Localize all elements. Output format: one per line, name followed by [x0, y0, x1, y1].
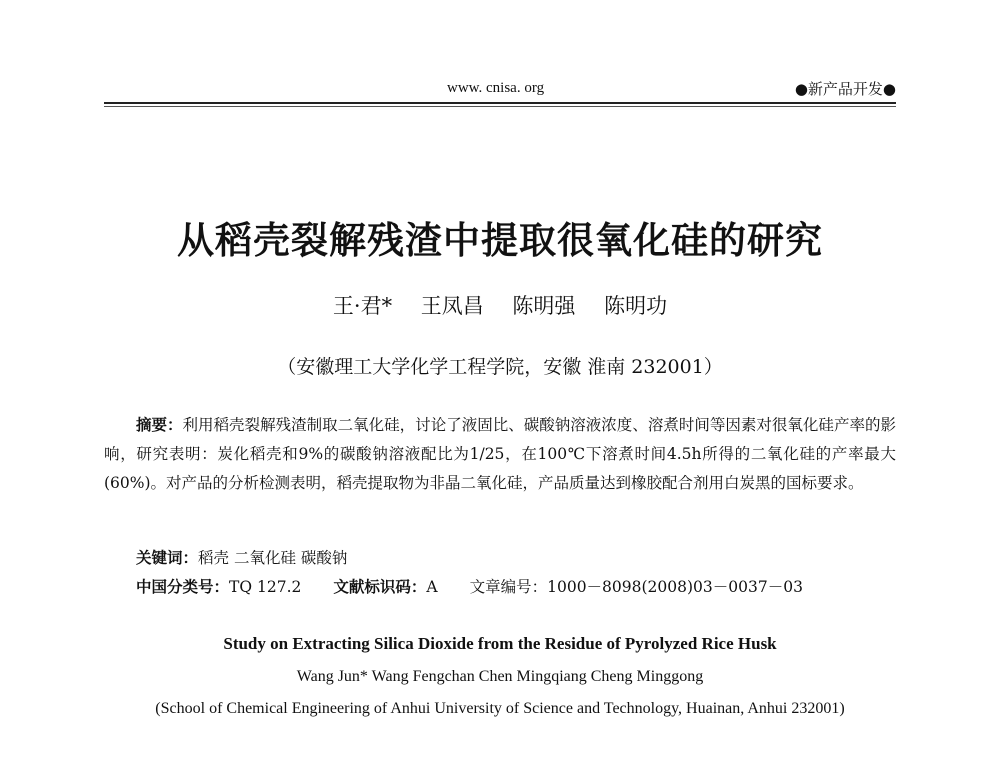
english-title: Study on Extracting Silica Dioxide from the Residue of Pyrolyzed Rice Husk — [223, 634, 777, 653]
keywords — [136, 546, 347, 568]
column-label: ●新产品开发● — [794, 80, 896, 98]
english-affiliation: (School of Chemical Engineering of Anhui University of Science and Technology, Huainan, Anhui 232001) — [155, 700, 845, 717]
header-rule-thin — [104, 106, 896, 107]
abstract-label: 摘要： — [136, 415, 183, 434]
keywords-text: 稻壳 二氧化硅 碳酸钠 — [198, 549, 348, 567]
article-number-label: 文章编号： — [469, 578, 548, 596]
doc-code-value: A — [426, 578, 438, 596]
abstract — [104, 410, 896, 498]
author-list: 王·君* 王凤昌 陈明强 陈明功 — [332, 294, 668, 318]
classification-line — [136, 575, 803, 597]
paper-title: 从稻壳裂解残渣中提取很氧化硅的研究 — [177, 218, 823, 262]
header-rule — [104, 102, 896, 104]
class-number-value: TQ 127.2 — [229, 578, 302, 596]
keywords-label: 关键词： — [136, 548, 199, 567]
class-number-label: 中国分类号： — [136, 577, 230, 596]
abstract-text: 利用稻壳裂解残渣制取二氧化硅，讨论了液固比、碳酸钠溶液浓度、溶煮时间等因素对很氧化硅产率的影响，研究表明：炭化稻壳和9%的碳酸钠溶液配比为1/25，在100℃下溶煮时间4.5h所得的二氧化硅的产率最大(60%)。对产品的分析检测表明，稻壳提取物为非晶二氧化硅，产品质量达到橡胶配合剂用白炭黑的国标要求。 — [104, 416, 896, 492]
journal-website: www. cnisa. org — [447, 80, 545, 96]
author-affiliation: （安徽理工大学化学工程学院，安徽 淮南 232001） — [277, 356, 723, 378]
article-number-value: 1000－8098(2008)03－0037－03 — [547, 578, 803, 596]
english-authors: Wang Jun* Wang Fengchan Chen Mingqiang Cheng Minggong — [296, 668, 704, 685]
doc-code-label: 文献标识码： — [333, 577, 427, 596]
